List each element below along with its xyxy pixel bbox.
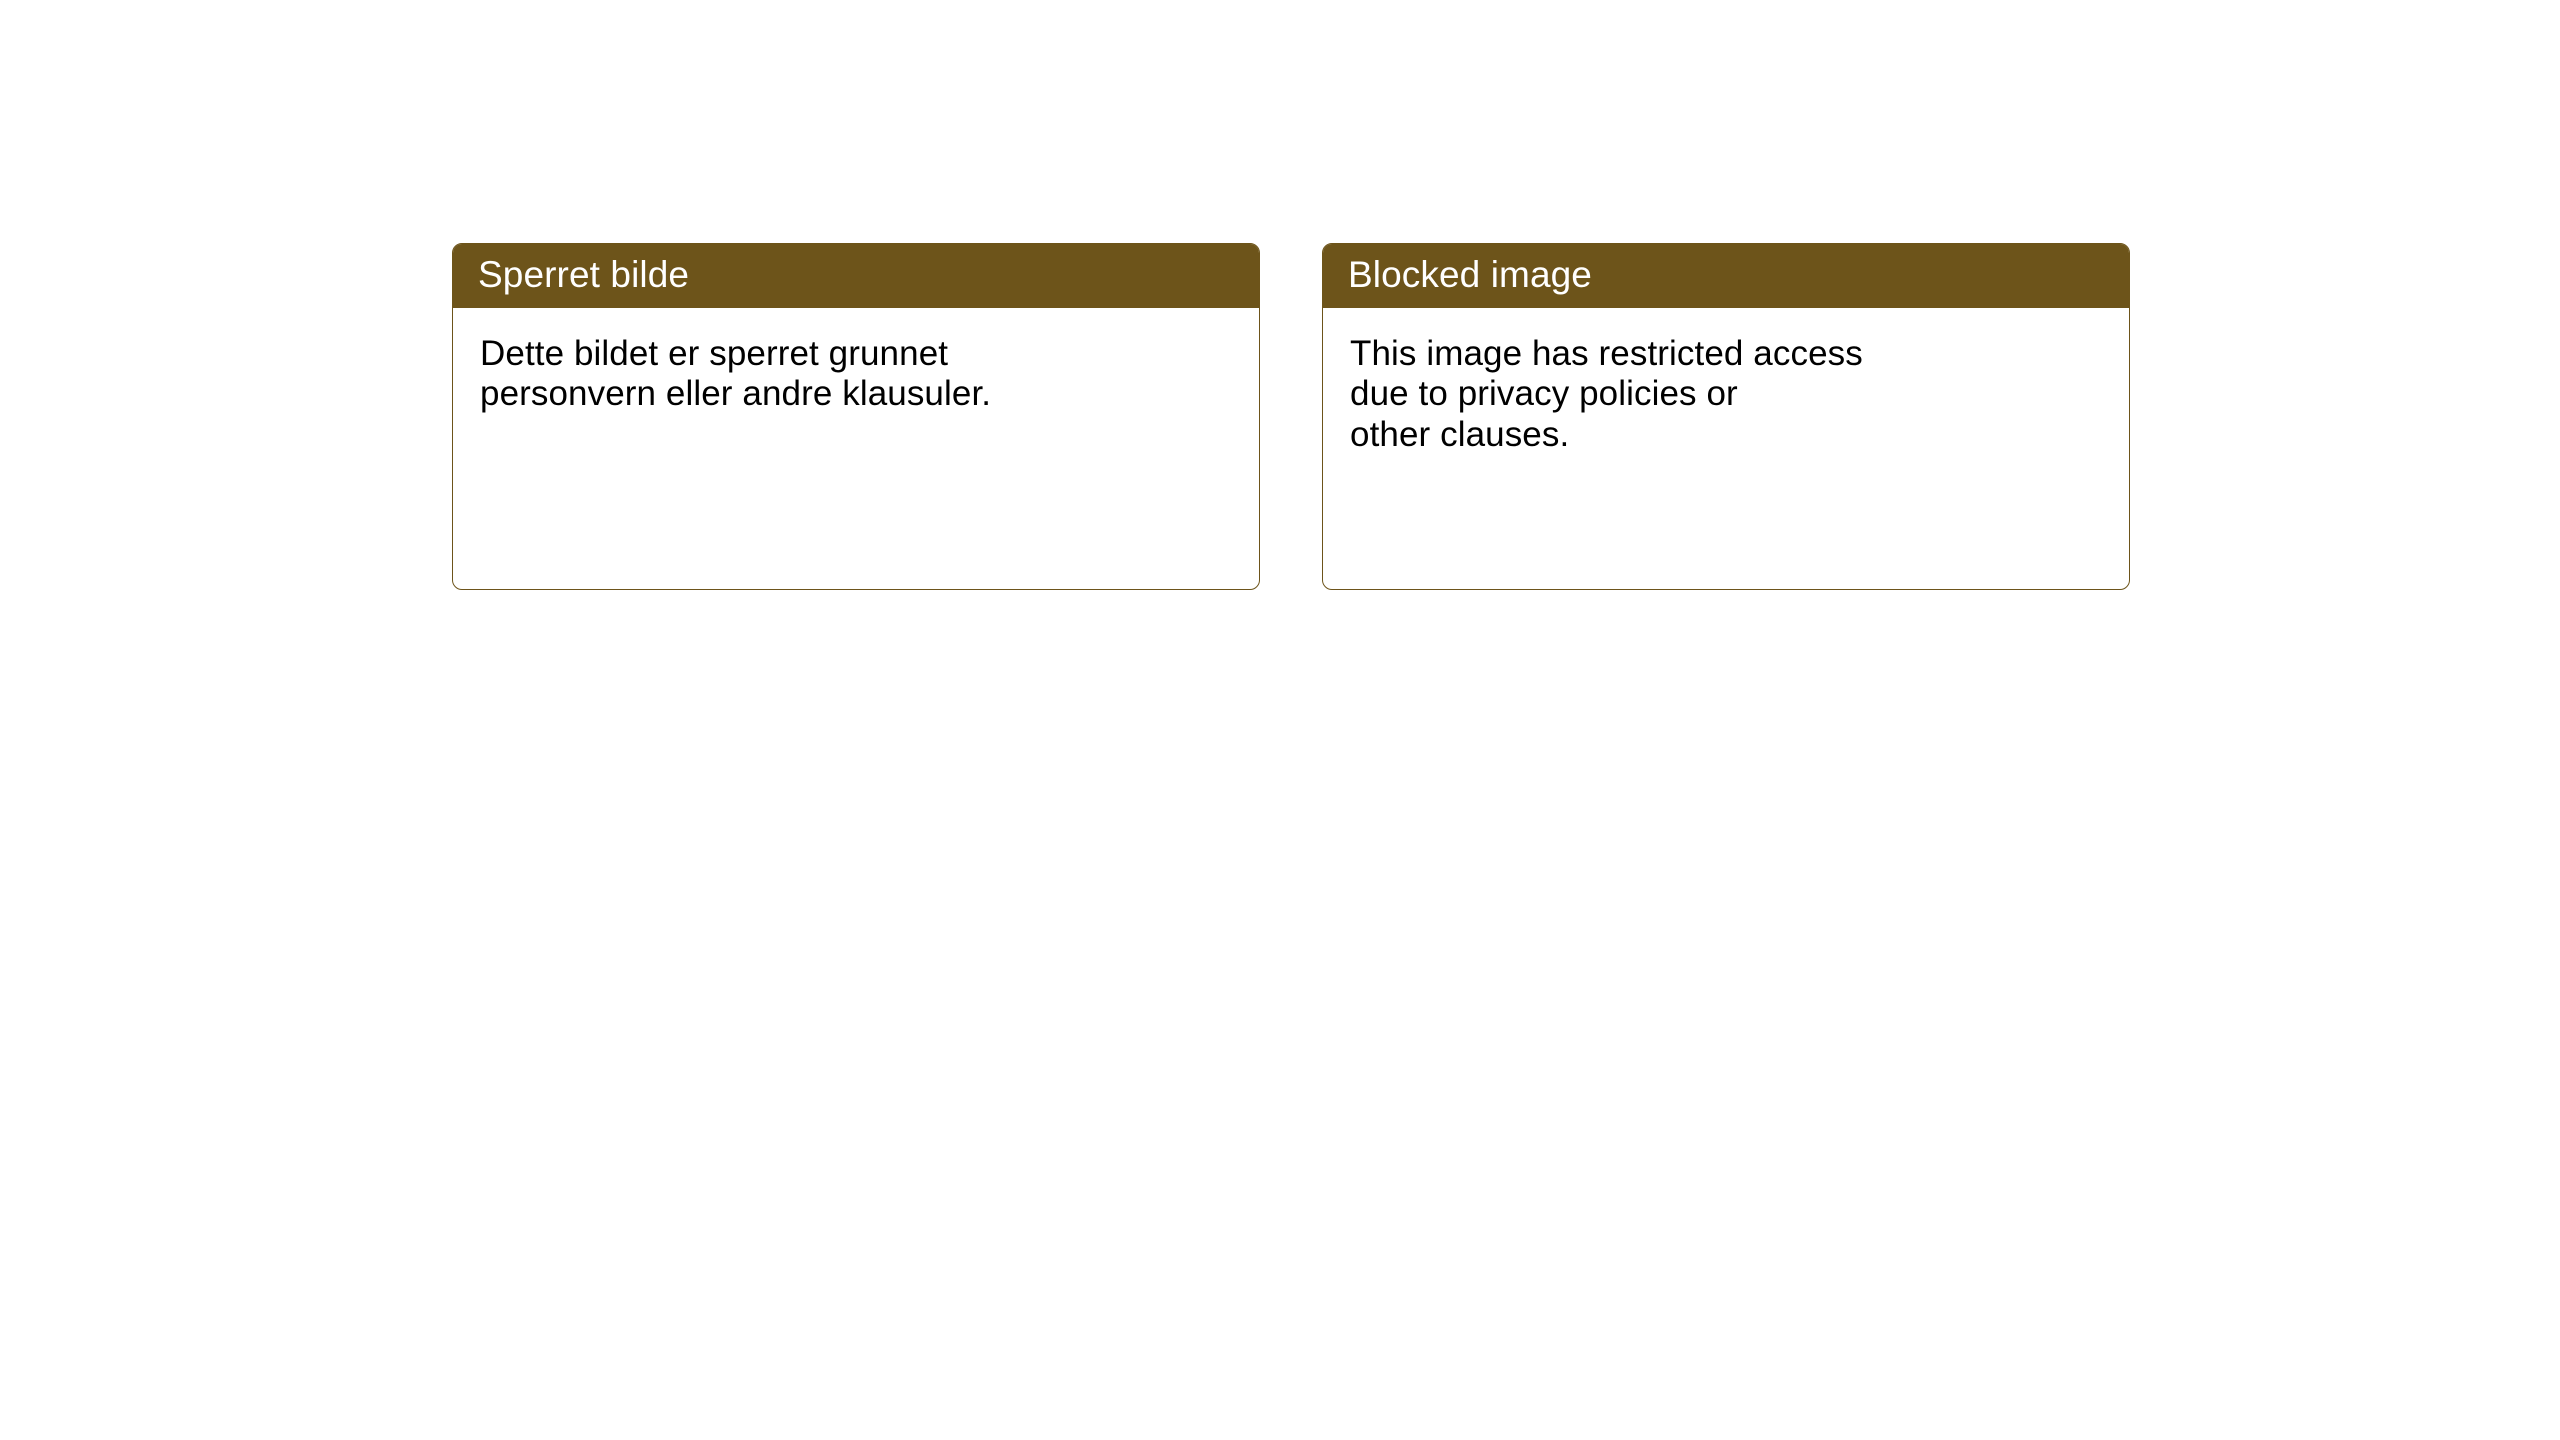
blocked-image-notice-english xyxy=(1322,243,2130,590)
notice-body-english xyxy=(1323,308,2129,456)
blocked-image-notices xyxy=(452,243,2130,590)
notice-body-line: other clauses. xyxy=(1350,415,1570,455)
notice-body-line: Dette bildet er sperret grunnet xyxy=(480,333,949,373)
notice-body-line: due to privacy policies or xyxy=(1350,374,1738,414)
notice-body-norwegian xyxy=(453,308,1259,415)
notice-title-norwegian: Sperret bilde xyxy=(453,244,1259,308)
blocked-image-notice-norwegian xyxy=(452,243,1260,590)
notice-body-line: personvern eller andre klausuler. xyxy=(480,374,992,414)
notice-title-english: Blocked image xyxy=(1323,244,2129,308)
notice-body-line: This image has restricted access xyxy=(1350,333,1863,373)
